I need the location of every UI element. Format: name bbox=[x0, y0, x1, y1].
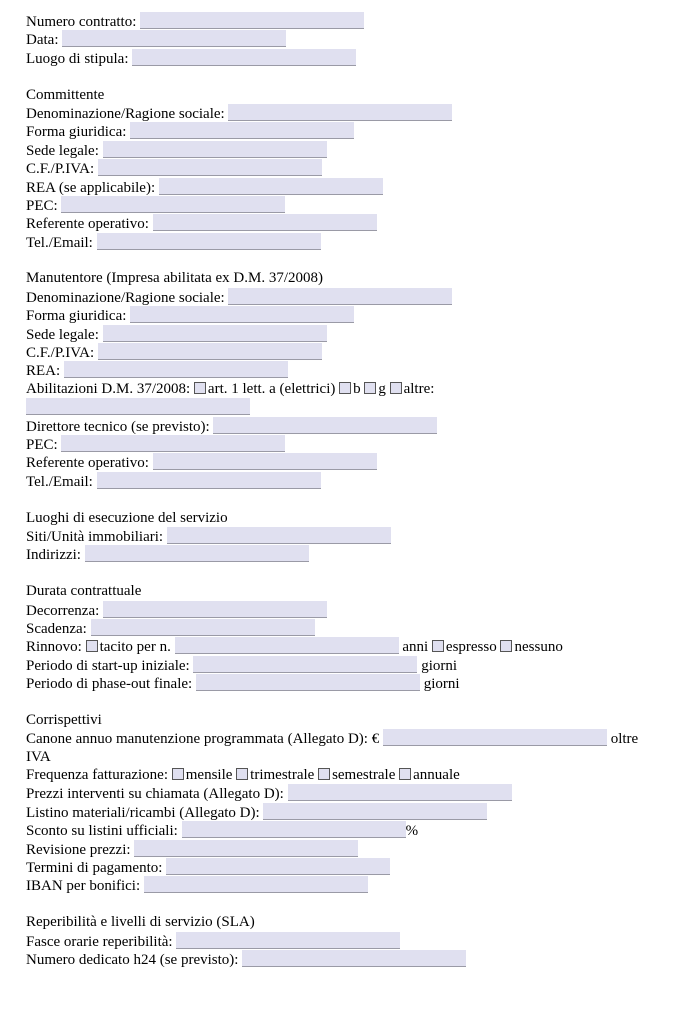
manutentore-pec-field[interactable] bbox=[61, 435, 285, 452]
committente-forma-giuridica-field[interactable] bbox=[130, 122, 354, 139]
form-line-sla bbox=[26, 913, 676, 931]
field-label: trimestrale bbox=[250, 767, 319, 784]
field-label: Indirizzi: bbox=[26, 547, 85, 564]
field-label: Listino materiali/ricambi (Allegato D): bbox=[26, 804, 264, 821]
manutentore-tel-email-field[interactable] bbox=[97, 472, 321, 489]
form-line-manutentore bbox=[26, 361, 676, 379]
field-label: IBAN per bonifici: bbox=[26, 878, 144, 895]
form-line-durata bbox=[26, 637, 676, 655]
form-line-corrispettivi bbox=[26, 803, 676, 821]
canone-annuo-field[interactable] bbox=[383, 729, 607, 746]
form-line-luoghi bbox=[26, 527, 676, 545]
field-label: REA (se applicabile): bbox=[26, 179, 159, 196]
phase-out-giorni-field[interactable] bbox=[196, 674, 420, 691]
section-heading: Reperibilità e livelli di servizio (SLA) bbox=[26, 914, 255, 931]
manutentore-rea-field[interactable] bbox=[64, 361, 288, 378]
field-label: Sede legale: bbox=[26, 142, 103, 159]
field-label: Siti/Unità immobiliari: bbox=[26, 528, 167, 545]
field-label: Referente operativo: bbox=[26, 216, 153, 233]
numero-contratto-field[interactable] bbox=[140, 12, 364, 29]
committente-sede-legale-field[interactable] bbox=[103, 141, 327, 158]
manutentore-denominazione-field[interactable] bbox=[228, 288, 452, 305]
section-heading: Manutentore (Impresa abilitata ex D.M. 37/2008) bbox=[26, 270, 323, 287]
field-label: Forma giuridica: bbox=[26, 308, 131, 325]
field-label: b bbox=[353, 380, 365, 397]
field-label: altre: bbox=[403, 380, 435, 397]
form-line-contratto bbox=[26, 49, 676, 67]
start-up-giorni-field[interactable] bbox=[193, 656, 417, 673]
form-line-corrispettivi bbox=[26, 784, 676, 802]
field-label: espresso bbox=[445, 639, 501, 656]
form-line-manutentore bbox=[26, 453, 676, 471]
numero-h24-field[interactable] bbox=[242, 950, 466, 967]
section-heading: IVA bbox=[26, 748, 51, 765]
form-line-manutentore bbox=[26, 417, 676, 435]
field-label: Referente operativo: bbox=[26, 455, 153, 472]
field-label: Numero contratto: bbox=[26, 14, 141, 30]
field-label: Canone annuo manutenzione programmata (Allegato D): € bbox=[26, 731, 383, 748]
field-label: Abilitazioni D.M. 37/2008: bbox=[26, 380, 194, 397]
rinnovo-anni-field[interactable] bbox=[175, 637, 399, 654]
field-label: Sede legale: bbox=[26, 326, 103, 343]
form-line-contratto bbox=[26, 30, 676, 48]
field-label: oltre bbox=[606, 731, 639, 748]
indirizzi-field[interactable] bbox=[85, 545, 309, 562]
committente-pec-field[interactable] bbox=[61, 196, 285, 213]
field-label: Tel./Email: bbox=[26, 234, 97, 251]
form-line-manutentore bbox=[26, 343, 676, 361]
form-line-contratto bbox=[26, 12, 676, 30]
manutentore-forma-giuridica-field[interactable] bbox=[130, 306, 354, 323]
field-label: Data: bbox=[26, 32, 63, 49]
sconto-listini-field[interactable] bbox=[182, 821, 406, 838]
field-label: Decorrenza: bbox=[26, 602, 104, 619]
form-line-manutentore bbox=[26, 380, 676, 398]
form-line-manutentore bbox=[26, 435, 676, 453]
field-label: Revisione prezzi: bbox=[26, 841, 135, 858]
form-line-committente bbox=[26, 86, 676, 104]
abilitazione-b-checkbox[interactable] bbox=[339, 382, 351, 394]
prezzi-interventi-field[interactable] bbox=[288, 784, 512, 801]
form-line-committente bbox=[26, 141, 676, 159]
spacer bbox=[26, 251, 676, 269]
form-line-corrispettivi bbox=[26, 821, 676, 839]
form-line-committente bbox=[26, 214, 676, 232]
luogo-stipula-field[interactable] bbox=[132, 49, 356, 66]
form-line-manutentore bbox=[26, 288, 676, 306]
manutentore-referente-field[interactable] bbox=[153, 453, 377, 470]
committente-denominazione-field[interactable] bbox=[228, 104, 452, 121]
form-line-durata bbox=[26, 619, 676, 637]
spacer bbox=[26, 895, 676, 913]
data-field[interactable] bbox=[62, 30, 286, 47]
section-heading: Durata contrattuale bbox=[26, 583, 142, 600]
field-label: g bbox=[378, 380, 390, 397]
committente-referente-field[interactable] bbox=[153, 214, 377, 231]
form-line-committente bbox=[26, 122, 676, 140]
rinnovo-espresso-checkbox[interactable] bbox=[432, 640, 444, 652]
form-line-luoghi bbox=[26, 545, 676, 563]
form-line-corrispettivi bbox=[26, 876, 676, 894]
form-line-durata bbox=[26, 674, 676, 692]
field-label: % bbox=[405, 823, 419, 840]
section-heading: Corrispettivi bbox=[26, 711, 102, 728]
field-label: nessuno bbox=[514, 639, 563, 656]
form-line-corrispettivi bbox=[26, 766, 676, 784]
field-label: Rinnovo: bbox=[26, 639, 86, 656]
form-line-corrispettivi bbox=[26, 729, 676, 747]
field-label: Forma giuridica: bbox=[26, 124, 131, 141]
revisione-prezzi-field[interactable] bbox=[134, 840, 358, 857]
field-label: REA: bbox=[26, 363, 64, 380]
form-line-sla bbox=[26, 932, 676, 950]
field-label: Periodo di phase-out finale: bbox=[26, 676, 196, 693]
termini-pagamento-field[interactable] bbox=[166, 858, 390, 875]
direttore-tecnico-field[interactable] bbox=[213, 417, 437, 434]
rinnovo-tacito-checkbox[interactable] bbox=[86, 640, 98, 652]
field-label: tacito per n. bbox=[99, 639, 175, 656]
form-line-manutentore bbox=[26, 325, 676, 343]
fatturazione-semestrale-checkbox[interactable] bbox=[318, 768, 330, 780]
spacer bbox=[26, 564, 676, 582]
form-line-committente bbox=[26, 159, 676, 177]
decorrenza-field[interactable] bbox=[103, 601, 327, 618]
field-label: Luogo di stipula: bbox=[26, 50, 133, 67]
field-label: C.F./P.IVA: bbox=[26, 161, 98, 178]
contract-form bbox=[26, 12, 676, 968]
field-label: Fasce orarie reperibilità: bbox=[26, 933, 177, 950]
listino-materiali-field[interactable] bbox=[263, 803, 487, 820]
field-label: PEC: bbox=[26, 197, 62, 214]
fatturazione-trimestrale-checkbox[interactable] bbox=[236, 768, 248, 780]
rinnovo-nessuno-checkbox[interactable] bbox=[500, 640, 512, 652]
form-line-committente bbox=[26, 104, 676, 122]
form-line-manutentore bbox=[26, 398, 676, 416]
field-label: mensile bbox=[185, 767, 237, 784]
form-line-committente bbox=[26, 196, 676, 214]
field-label: PEC: bbox=[26, 436, 62, 453]
field-label: Frequenza fatturazione: bbox=[26, 767, 172, 784]
spacer bbox=[26, 692, 676, 710]
form-line-manutentore bbox=[26, 306, 676, 324]
spacer bbox=[26, 490, 676, 508]
abilitazione-g-checkbox[interactable] bbox=[364, 382, 376, 394]
fatturazione-mensile-checkbox[interactable] bbox=[172, 768, 184, 780]
form-line-durata bbox=[26, 582, 676, 600]
form-line-corrispettivi bbox=[26, 840, 676, 858]
form-line-luoghi bbox=[26, 509, 676, 527]
committente-cf-piva-field[interactable] bbox=[98, 159, 322, 176]
field-label: Sconto su listini ufficiali: bbox=[26, 823, 182, 840]
field-label: art. 1 lett. a (elettrici) bbox=[207, 380, 340, 397]
manutentore-sede-legale-field[interactable] bbox=[103, 325, 327, 342]
field-label: annuale bbox=[413, 767, 460, 784]
fasce-orarie-field[interactable] bbox=[176, 932, 400, 949]
form-line-durata bbox=[26, 601, 676, 619]
field-label: anni bbox=[398, 639, 432, 656]
form-line-sla bbox=[26, 950, 676, 968]
form-line-committente bbox=[26, 178, 676, 196]
scadenza-field[interactable] bbox=[91, 619, 315, 636]
section-heading: Committente bbox=[26, 86, 105, 103]
abilitazioni-altre-field[interactable] bbox=[26, 398, 250, 415]
spacer bbox=[26, 67, 676, 85]
field-label: Denominazione/Ragione sociale: bbox=[26, 105, 229, 122]
field-label: Tel./Email: bbox=[26, 473, 97, 490]
field-label: C.F./P.IVA: bbox=[26, 345, 98, 362]
field-label: giorni bbox=[417, 657, 458, 674]
form-line-corrispettivi bbox=[26, 858, 676, 876]
abilitazione-art1-lett-a-checkbox[interactable] bbox=[194, 382, 206, 394]
field-label: Numero dedicato h24 (se previsto): bbox=[26, 951, 243, 968]
field-label: Direttore tecnico (se previsto): bbox=[26, 418, 214, 435]
form-line-manutentore bbox=[26, 472, 676, 490]
field-label: Prezzi interventi su chiamata (Allegato D): bbox=[26, 786, 288, 803]
fatturazione-annuale-checkbox[interactable] bbox=[399, 768, 411, 780]
form-line-committente bbox=[26, 233, 676, 251]
field-label: semestrale bbox=[332, 767, 400, 784]
form-line-corrispettivi bbox=[26, 748, 676, 766]
field-label: Periodo di start-up iniziale: bbox=[26, 657, 194, 674]
section-heading: Luoghi di esecuzione del servizio bbox=[26, 509, 228, 526]
manutentore-cf-piva-field[interactable] bbox=[98, 343, 322, 360]
committente-rea-field[interactable] bbox=[159, 178, 383, 195]
field-label: Termini di pagamento: bbox=[26, 859, 167, 876]
form-line-durata bbox=[26, 656, 676, 674]
form-line-corrispettivi bbox=[26, 711, 676, 729]
field-label: giorni bbox=[419, 676, 460, 693]
field-label: Scadenza: bbox=[26, 620, 91, 637]
form-line-manutentore bbox=[26, 269, 676, 287]
committente-tel-email-field[interactable] bbox=[97, 233, 321, 250]
abilitazione-altre-checkbox[interactable] bbox=[390, 382, 402, 394]
iban-field[interactable] bbox=[144, 876, 368, 893]
field-label: Denominazione/Ragione sociale: bbox=[26, 289, 229, 306]
siti-unita-field[interactable] bbox=[167, 527, 391, 544]
